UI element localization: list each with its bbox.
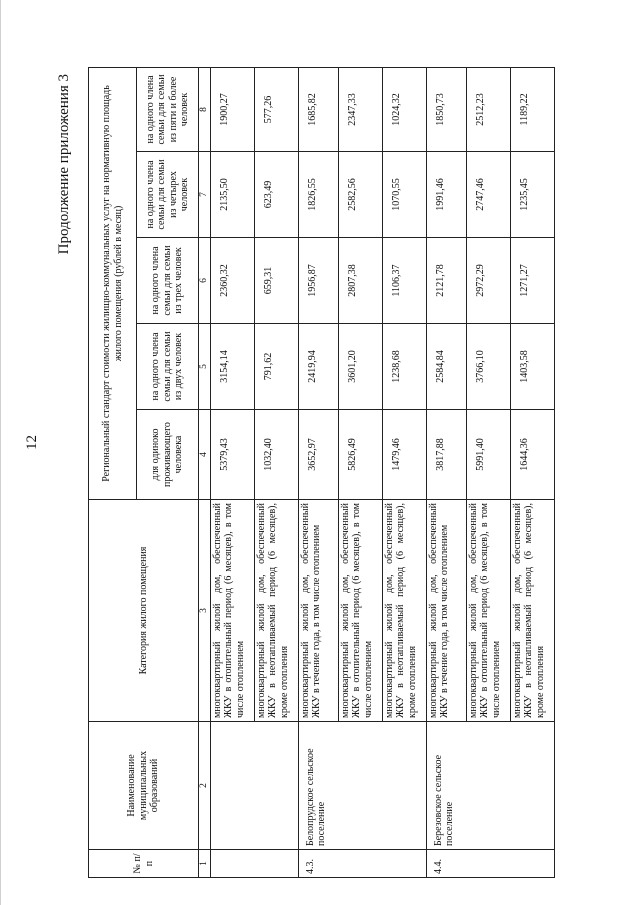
- scan-edge: [0, 0, 1, 905]
- value-cell: 659,31: [254, 238, 298, 324]
- value-cell: 1900,27: [210, 67, 254, 151]
- value-cell: 1032,40: [254, 410, 298, 500]
- value-cell: 5379,43: [210, 410, 254, 500]
- value-cell: 1271,27: [510, 238, 554, 324]
- header-num: № п/п: [89, 850, 199, 878]
- value-cell: 5826,49: [338, 410, 382, 500]
- value-cell: 3817,88: [426, 410, 466, 500]
- value-cell: 2582,56: [338, 152, 382, 238]
- table-row: [210, 67, 254, 877]
- row-index: [210, 850, 298, 878]
- value-cell: 3154,14: [210, 324, 254, 410]
- value-cell: 2360,32: [210, 238, 254, 324]
- annex-caption: Продолжение приложения 3: [56, 74, 72, 255]
- value-cell: 3652,97: [298, 410, 338, 500]
- column-number: 2: [199, 722, 211, 850]
- value-cell: 2807,38: [338, 238, 382, 324]
- header-category: Категория жилого помещения: [89, 500, 199, 722]
- value-cell: 623,49: [254, 152, 298, 238]
- value-cell: 2747,46: [466, 152, 510, 238]
- municipality-name: Березовское сельское поселение: [426, 722, 554, 850]
- value-cell: 1685,82: [298, 67, 338, 151]
- column-number-row: [199, 67, 211, 877]
- header-sub-two: на одного члена семьи для семьи из двух человек: [137, 324, 199, 410]
- value-cell: 1106,37: [382, 238, 426, 324]
- value-cell: 2584,84: [426, 324, 466, 410]
- value-cell: 1956,87: [298, 238, 338, 324]
- column-number: 1: [199, 850, 211, 878]
- row-index: 4.4.: [426, 850, 554, 878]
- header-sub-single: для одиноко проживающего человека: [137, 410, 199, 500]
- value-cell: 1991,46: [426, 152, 466, 238]
- table-row: [426, 67, 466, 877]
- housing-cost-table: [88, 67, 555, 878]
- housing-category: многоквартирный жилой дом, обеспеченный ЖКУ в отопительный период (6 месяцев), в том числе отоплением: [338, 500, 382, 722]
- value-cell: 1479,46: [382, 410, 426, 500]
- column-number: 4: [199, 410, 211, 500]
- table-row: [298, 67, 338, 877]
- municipality-name: [210, 722, 298, 850]
- value-cell: 5991,40: [466, 410, 510, 500]
- row-index: 4.3.: [298, 850, 426, 878]
- value-cell: 2512,23: [466, 67, 510, 151]
- header-standard: Региональный стандарт стоимости жилищно-коммунальных услуг на нормативную площадь жилого помещения (рублей в месяц): [89, 67, 137, 499]
- column-number: 5: [199, 324, 211, 410]
- value-cell: 1189,22: [510, 67, 554, 151]
- value-cell: 1238,68: [382, 324, 426, 410]
- housing-category: многоквартирный жилой дом, обеспеченный ЖКУ в течение года, в том числе отоплением: [298, 500, 338, 722]
- housing-category: многоквартирный жилой дом, обеспеченный ЖКУ в неотапливаемый период (6 месяцев), кроме отопления: [510, 500, 554, 722]
- value-cell: 1850,73: [426, 67, 466, 151]
- value-cell: 791,62: [254, 324, 298, 410]
- page-number: 12: [24, 435, 40, 450]
- value-cell: 1235,45: [510, 152, 554, 238]
- value-cell: 1403,58: [510, 324, 554, 410]
- value-cell: 2121,78: [426, 238, 466, 324]
- housing-category: многоквартирный жилой дом, обеспеченный ЖКУ в отопительный период (6 месяцев), в том числе отоплением: [210, 500, 254, 722]
- housing-category: многоквартирный жилой дом, обеспеченный ЖКУ в неотапливаемый период (6 месяцев), кроме отопления: [382, 500, 426, 722]
- housing-category: многоквартирный жилой дом, обеспеченный ЖКУ в течение года, в том числе отоплением: [426, 500, 466, 722]
- column-number: 7: [199, 152, 211, 238]
- column-number: 6: [199, 238, 211, 324]
- value-cell: 2135,50: [210, 152, 254, 238]
- value-cell: 2419,94: [298, 324, 338, 410]
- value-cell: 1024,32: [382, 67, 426, 151]
- header-sub-five: на одного члена семьи для семьи из пяти и более человек: [137, 67, 199, 151]
- value-cell: 1070,55: [382, 152, 426, 238]
- header-sub-four: на одного члена семьи для семьи из четырех человек: [137, 152, 199, 238]
- value-cell: 3766,10: [466, 324, 510, 410]
- housing-category: многоквартирный жилой дом, обеспеченный ЖКУ в неотапливаемый период (6 месяцев), кроме отопления: [254, 500, 298, 722]
- value-cell: 2972,29: [466, 238, 510, 324]
- header-municipality: Наименование муниципальных образований: [89, 722, 199, 850]
- value-cell: 577,26: [254, 67, 298, 151]
- value-cell: 3601,20: [338, 324, 382, 410]
- rotated-page-content: [56, 68, 634, 878]
- value-cell: 1826,55: [298, 152, 338, 238]
- municipality-name: Белопрудское сельское поселение: [298, 722, 426, 850]
- value-cell: 1644,36: [510, 410, 554, 500]
- value-cell: 2347,33: [338, 67, 382, 151]
- housing-category: многоквартирный жилой дом, обеспеченный ЖКУ в отопительный период (6 месяцев), в том числе отоплением: [466, 500, 510, 722]
- header-sub-three: на одного члена семьи для семьи из трех человек: [137, 238, 199, 324]
- column-number: 8: [199, 67, 211, 151]
- column-number: 3: [199, 500, 211, 722]
